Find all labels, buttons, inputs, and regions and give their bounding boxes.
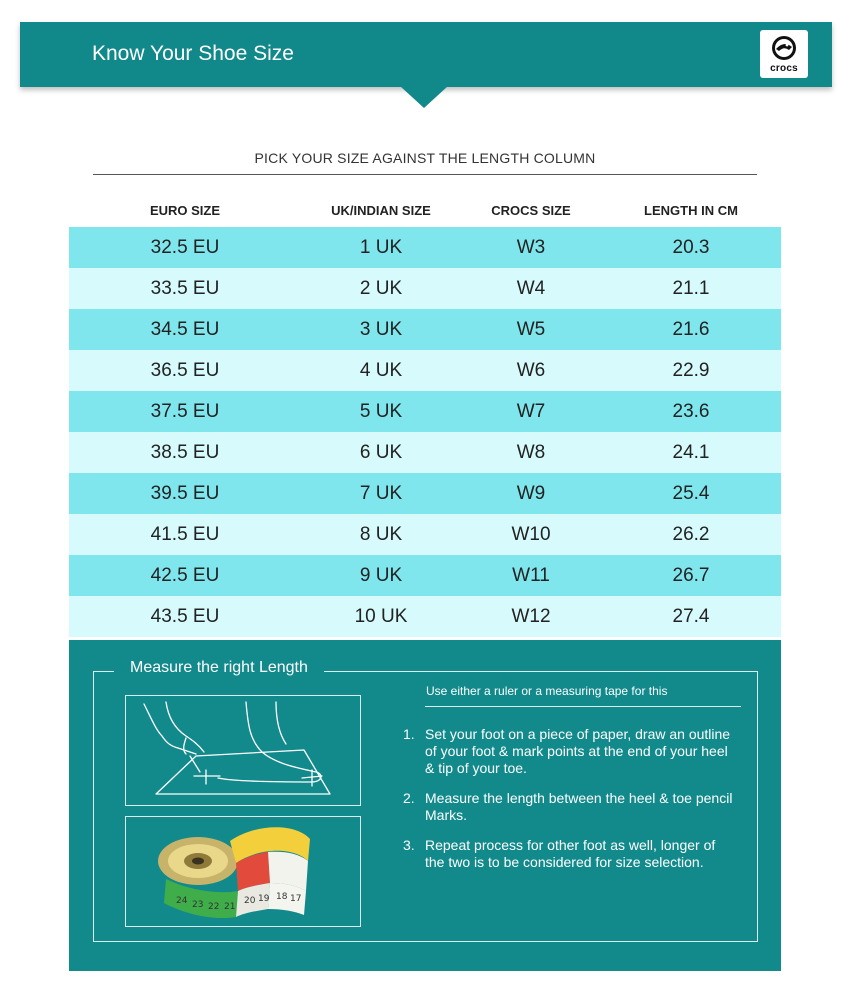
intro-divider xyxy=(425,706,741,707)
step-number: 1. xyxy=(403,726,415,742)
cell-length-cm: 22.9 xyxy=(672,359,710,381)
table-row xyxy=(69,227,781,268)
tape-number: 17 xyxy=(290,894,302,904)
page-title: Know Your Shoe Size xyxy=(92,42,294,65)
measure-steps xyxy=(403,726,733,884)
tape-number: 22 xyxy=(208,902,220,912)
table-row xyxy=(69,473,781,514)
cell-length-cm: 25.4 xyxy=(672,482,710,504)
cell-euro-size: 37.5 EU xyxy=(150,400,220,422)
size-table xyxy=(69,193,781,637)
table-row xyxy=(69,309,781,350)
measure-section xyxy=(69,640,781,971)
cell-length-cm: 24.1 xyxy=(672,441,710,463)
cell-euro-size: 41.5 EU xyxy=(150,523,220,545)
measuring-tape-icon xyxy=(126,817,360,926)
cell-uk-size: 3 UK xyxy=(359,318,403,340)
cell-euro-size: 36.5 EU xyxy=(150,359,220,381)
cell-crocs-size: W3 xyxy=(516,236,546,258)
foot-outline-icon xyxy=(126,696,360,805)
step-item xyxy=(403,726,733,777)
foot-tracing-illustration xyxy=(125,695,361,806)
cell-crocs-size: W5 xyxy=(516,318,546,340)
cell-uk-size: 5 UK xyxy=(359,400,403,422)
tape-number: 23 xyxy=(192,900,204,910)
cell-length-cm: 26.7 xyxy=(672,564,710,586)
divider xyxy=(93,174,757,175)
table-body xyxy=(69,227,781,637)
cell-uk-size: 10 UK xyxy=(354,605,408,627)
cell-uk-size: 8 UK xyxy=(359,523,403,545)
crocs-logo xyxy=(760,30,808,78)
cell-euro-size: 34.5 EU xyxy=(150,318,220,340)
cell-length-cm: 27.4 xyxy=(672,605,710,627)
banner-pointer xyxy=(400,86,448,108)
cell-euro-size: 39.5 EU xyxy=(150,482,220,504)
step-text: Set your foot on a piece of paper, draw an outline of your foot & mark points at the end of your heel & tip of your toe. xyxy=(425,726,731,776)
cell-uk-size: 6 UK xyxy=(359,441,403,463)
cell-euro-size: 33.5 EU xyxy=(150,277,220,299)
step-text: Repeat process for other foot as well, longer of the two is to be considered for size selection. xyxy=(425,837,716,870)
table-row xyxy=(69,350,781,391)
crocodile-head-icon xyxy=(770,34,798,62)
cell-length-cm: 26.2 xyxy=(672,523,710,545)
cell-uk-size: 4 UK xyxy=(359,359,403,381)
table-row xyxy=(69,514,781,555)
table-row xyxy=(69,596,781,637)
table-row xyxy=(69,391,781,432)
cell-uk-size: 7 UK xyxy=(359,482,403,504)
measure-title: Measure the right Length xyxy=(114,659,324,677)
step-item xyxy=(403,837,733,871)
cell-crocs-size: W8 xyxy=(516,441,546,463)
tape-number: 19 xyxy=(258,894,270,904)
cell-euro-size: 42.5 EU xyxy=(150,564,220,586)
column-header-euro: EURO SIZE xyxy=(149,202,221,218)
table-row xyxy=(69,268,781,309)
cell-uk-size: 1 UK xyxy=(359,236,403,258)
cell-length-cm: 21.1 xyxy=(672,277,710,299)
cell-euro-size: 38.5 EU xyxy=(150,441,220,463)
tape-number: 21 xyxy=(224,902,236,912)
cell-crocs-size: W12 xyxy=(511,605,551,627)
column-header-uk: UK/INDIAN SIZE xyxy=(331,202,431,218)
step-number: 3. xyxy=(403,837,415,853)
cell-uk-size: 2 UK xyxy=(359,277,403,299)
step-item xyxy=(403,790,733,824)
tape-number: 24 xyxy=(176,896,188,906)
cell-length-cm: 21.6 xyxy=(672,318,710,340)
logo-text: crocs xyxy=(770,63,798,74)
cell-crocs-size: W4 xyxy=(516,277,546,299)
measure-intro: Use either a ruler or a measuring tape for this xyxy=(426,684,668,698)
cell-crocs-size: W7 xyxy=(516,400,546,422)
step-number: 2. xyxy=(403,790,415,806)
measuring-tape-illustration xyxy=(125,816,361,927)
tape-number: 20 xyxy=(244,896,256,906)
cell-crocs-size: W6 xyxy=(516,359,546,381)
column-header-length: LENGTH IN CM xyxy=(644,202,738,218)
table-instruction: PICK YOUR SIZE AGAINST THE LENGTH COLUMN xyxy=(254,150,596,166)
cell-crocs-size: W10 xyxy=(511,523,551,545)
cell-euro-size: 32.5 EU xyxy=(150,236,220,258)
cell-length-cm: 20.3 xyxy=(672,236,710,258)
tape-number: 18 xyxy=(276,892,288,902)
table-header-row xyxy=(69,193,781,227)
table-row xyxy=(69,432,781,473)
step-text: Measure the length between the heel & toe pencil Marks. xyxy=(425,790,733,823)
header-banner xyxy=(20,22,832,87)
cell-crocs-size: W9 xyxy=(516,482,546,504)
cell-crocs-size: W11 xyxy=(512,564,550,586)
cell-uk-size: 9 UK xyxy=(359,564,403,586)
cell-euro-size: 43.5 EU xyxy=(150,605,220,627)
cell-length-cm: 23.6 xyxy=(672,400,710,422)
column-header-crocs: CROCS SIZE xyxy=(491,202,571,218)
table-row xyxy=(69,555,781,596)
